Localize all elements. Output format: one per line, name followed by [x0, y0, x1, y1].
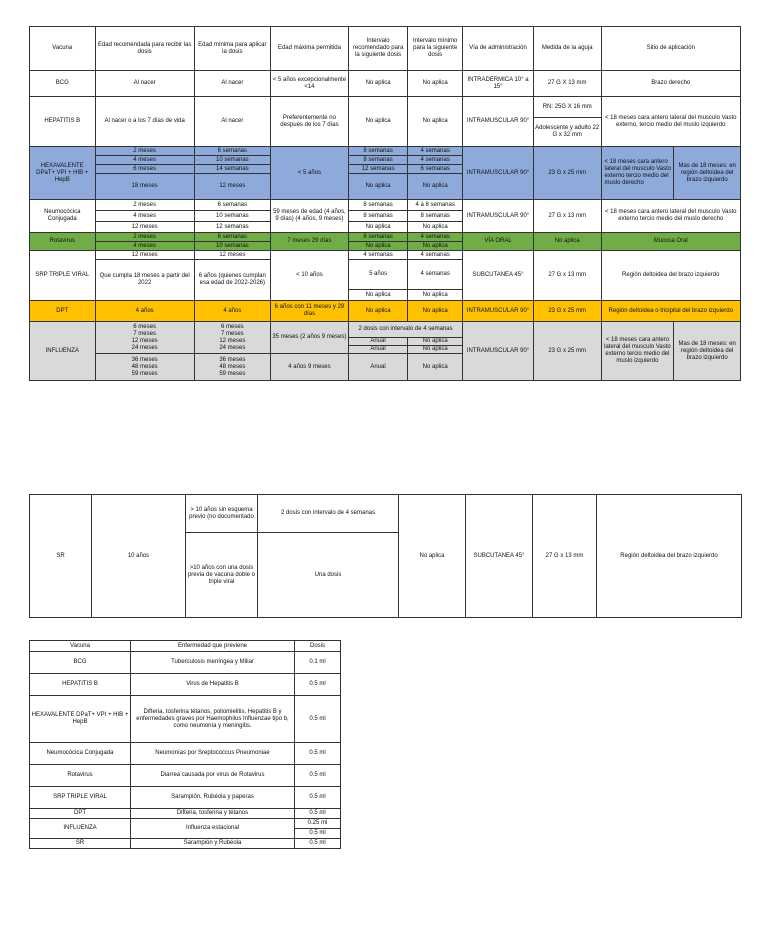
cell: Influenza estacional [131, 819, 295, 839]
cell: SRP TRIPLE VIRAL [30, 787, 131, 809]
row-hepb [30, 97, 741, 118]
cell: Anual [349, 354, 408, 381]
cell: 8 semanas [349, 211, 408, 222]
cell: 4 años [194, 301, 270, 322]
row-srp [30, 251, 741, 260]
cell: < 5 años excepcionalmente <14 [270, 71, 348, 97]
vaccine-name: HEXAVALENTE DPaT+ VPI + HIB + HepB [30, 147, 96, 200]
cell: 10 semanas [194, 156, 270, 165]
cell: Diarrea causada por virus de Rotavirus [131, 765, 295, 787]
cell: DPT [30, 809, 131, 819]
cell: Difteria, tosferina y tétanos [131, 809, 295, 819]
cell: No aplica [349, 290, 408, 301]
cell: 12 meses [131, 337, 158, 344]
cell: Virus de Hepatitis B [131, 674, 295, 696]
cell: No aplica [408, 71, 463, 97]
cell: 4 años 9 meses [270, 354, 348, 381]
cell: 23 G x 25 mm [533, 147, 601, 200]
vaccine-name: DPT [30, 301, 96, 322]
cell: 18 meses [95, 174, 194, 200]
vaccine-name: Rotavirus [30, 233, 96, 251]
table-row [30, 696, 341, 743]
cell: Al nacer o a los 7 días de vida [95, 97, 194, 147]
cell: 59 meses [219, 370, 246, 377]
cell: SUBCUTANEA 45° [463, 251, 534, 301]
cell: 12 meses [194, 251, 270, 260]
row-hexa [30, 147, 741, 156]
cell: 0.1 ml [295, 652, 341, 674]
cell: Mas de 18 meses: en región deltoidea del brazo izquierdo [674, 147, 741, 200]
cell: 27 G x 13 mm [533, 251, 601, 301]
cell: Que cumpla 18 meses a partir del 2022 [95, 260, 194, 301]
cell: BCG [30, 652, 131, 674]
cell: < 18 meses cara antero lateral del musculo Vasto externo tercio medio del muslo derecho [601, 147, 674, 200]
cell: < 10 años [270, 251, 348, 301]
cell: 27 G x 13 mm [533, 495, 597, 618]
cell: Mas de 18 meses: en región deltoidea del brazo izquierdo [674, 322, 741, 381]
row-dpt [30, 301, 741, 322]
cell: 12 semanas [349, 165, 408, 174]
cell: Anual [349, 338, 408, 346]
disease-dose-table [29, 640, 341, 849]
cell: INTRAMUSCULAR 90° [463, 97, 534, 147]
cell: 7 meses [220, 330, 244, 337]
header-row [30, 641, 341, 652]
table-row [30, 765, 341, 787]
cell: 6 semanas [194, 200, 270, 211]
cell: INTRAMUSCULAR 90° [463, 322, 534, 381]
table-row [30, 819, 341, 829]
cell: No aplica [408, 222, 463, 233]
cell: Región deltoidea del brazo izquierdo [597, 495, 742, 618]
vaccine-name: SR [30, 495, 92, 618]
cell: Una dosis [258, 533, 399, 618]
cell: 6 meses [95, 165, 194, 174]
cell: 23 G x 25 mm [533, 322, 601, 381]
row-sr [30, 495, 742, 533]
cell: No aplica [408, 301, 463, 322]
cell: 27 G X 13 mm [533, 71, 601, 97]
cell: 2 meses [95, 147, 194, 156]
cell: Difteria, tosferina tétanos, poliomielitis, Hepatitis B y enfermedades graves por Haemophilus Influenzae tipo b, como neumonía y meningitis. [131, 696, 295, 743]
cell: 7 meses [133, 330, 156, 337]
cell: HEXAVALENTE DPaT+ VPI + HIB + HepB [30, 696, 131, 743]
cell: No aplica [349, 71, 408, 97]
cell: < 5 años [270, 147, 348, 200]
cell: >10 años con una dosis previa de vacuna doble o triple viral [186, 533, 258, 618]
cell: Sarampión y Rubéola [131, 839, 295, 849]
cell: 4 semanas [408, 147, 463, 156]
cell: 4 meses [95, 156, 194, 165]
cell: 24 meses [219, 344, 246, 351]
cell: No aplica [349, 97, 408, 147]
cell: 2 dosis con intervalo de 4 semanas [349, 322, 463, 338]
cell: > 10 años sin esquema previo (no documentado [186, 495, 258, 533]
col-header: Sitio de aplicación [601, 27, 741, 71]
cell: INTRAMUSCULAR 90° [463, 200, 534, 233]
col-header: Dosis [295, 641, 341, 652]
cell: SUBCUTANEA 45° [466, 495, 533, 618]
cell: 12 meses [95, 251, 194, 260]
cell: No aplica [408, 242, 463, 251]
sr-vaccine-table [29, 494, 742, 618]
cell: No aplica [408, 290, 463, 301]
cell: 59 meses [131, 370, 158, 377]
cell: 2 meses [95, 200, 194, 211]
cell: < 18 meses cara antero lateral del musculo Vasto externo, tercio medio del muslo izquierdo [601, 97, 741, 147]
cell: 4 años [95, 301, 194, 322]
table-row [30, 674, 341, 696]
vaccine-name: BCG [30, 71, 96, 97]
cell: No aplica [533, 233, 601, 251]
cell: 7 meses 29 días [270, 233, 348, 251]
cell: No aplica [349, 222, 408, 233]
cell: 48 meses [219, 363, 246, 370]
col-header: Edad máxima permitida [270, 27, 348, 71]
cell: 6 años con 11 meses y 29 días [270, 301, 348, 322]
cell: 36 meses [219, 356, 246, 363]
cell: 0.5 ml [295, 787, 341, 809]
vaccine-name: SRP TRIPLE VIRAL [30, 251, 96, 301]
cell: 8 semanas [349, 156, 408, 165]
cell: RN: 25G X 16 mm [533, 97, 601, 118]
cell: 4 a 8 semanas [408, 200, 463, 211]
cell: 24 meses [131, 344, 158, 351]
cell: 48 meses [131, 363, 158, 370]
col-header: Vacuna [30, 641, 131, 652]
cell: INTRADERMICA 10° a 15° [463, 71, 534, 97]
cell: 4 semanas [408, 156, 463, 165]
cell: < 18 meses cara antero lateral del musculo Vasto externo tercio medio del muslo izquierdo [601, 322, 674, 381]
vaccination-schedule-table [29, 26, 741, 381]
cell: 0.5 ml [295, 674, 341, 696]
cell: 4 semanas [408, 251, 463, 260]
cell: Región deltoidea o tricipital del brazo izquierdo [601, 301, 741, 322]
cell: No aplica [408, 97, 463, 147]
cell: 12 meses [219, 337, 246, 344]
cell: No aplica [349, 242, 408, 251]
col-header: Edad recomendada para recibir las dosis [95, 27, 194, 71]
cell: 0.5 ml [295, 765, 341, 787]
cell: 0.5 ml [295, 743, 341, 765]
cell: 59 meses de edad (4 años, 9 días) (4 años, 9 meses) [270, 200, 348, 233]
cell: Tuberculosis meníngea y Miliar [131, 652, 295, 674]
cell: Rotavirus [30, 765, 131, 787]
cell: Al nacer [95, 71, 194, 97]
vaccine-name: INFLUENZA [30, 322, 96, 381]
cell: 12 meses [95, 222, 194, 233]
cell: No aplica [349, 301, 408, 322]
row-rota [30, 233, 741, 242]
cell: Región deltoidea del brazo izquierdo [601, 251, 741, 301]
cell: 8 semanas [408, 211, 463, 222]
col-header: Vía de administración [463, 27, 534, 71]
cell: 0.5 ml [295, 839, 341, 849]
cell: 4 semanas [408, 233, 463, 242]
cell: 27 G x 13 mm [533, 200, 601, 233]
col-header: Intervalo recomendado para la siguiente dosis [349, 27, 408, 71]
cell: 4 meses [95, 242, 194, 251]
cell: No aplica [399, 495, 466, 618]
cell: 10 semanas [194, 242, 270, 251]
cell: 0.5 ml [295, 809, 341, 819]
cell: 6 semanas [408, 165, 463, 174]
cell: INTRAMUSCULAR 90° [463, 147, 534, 200]
table-row [30, 743, 341, 765]
cell: 6 meses [220, 323, 244, 330]
cell: 0.5 ml [295, 829, 341, 839]
col-header: Enfermedad que previene [131, 641, 295, 652]
cell: SR [30, 839, 131, 849]
cell: VÍA ORAL [463, 233, 534, 251]
cell: Neumonías por Sreptococcus Pneumoniae [131, 743, 295, 765]
cell: 23 G x 25 mm [533, 301, 601, 322]
cell: INTRAMUSCULAR 90° [463, 301, 534, 322]
row-neumo [30, 200, 741, 211]
row-influenza [30, 322, 741, 330]
cell: 6 meses [133, 323, 156, 330]
table-row [30, 787, 341, 809]
cell: 8 semanas [349, 233, 408, 242]
cell: No aplica [408, 174, 463, 200]
cell: No aplica [408, 338, 463, 346]
cell: 2 dosis con intervalo de 4 semanas [258, 495, 399, 533]
col-header: Medida de la aguja [533, 27, 601, 71]
cell: 4 semanas [408, 260, 463, 290]
cell: Mucosa Oral [601, 233, 741, 251]
col-header: Intervalo mínimo para la siguiente dosis [408, 27, 463, 71]
cell: HEPATITIS B [30, 674, 131, 696]
cell: 0.5 ml [295, 696, 341, 743]
cell: Al nacer [194, 71, 270, 97]
cell: Preferentemente no después de los 7 días [270, 97, 348, 147]
cell: 36 meses [131, 356, 158, 363]
col-header: Edad mínima para aplicar la dosis [194, 27, 270, 71]
table-row [30, 652, 341, 674]
cell: 10 semanas [194, 211, 270, 222]
cell: < 18 meses cara antero lateral del musculo Vasto externo tercio medio del muslo derecho [601, 200, 741, 233]
cell: 14 semanas [194, 165, 270, 174]
vaccine-name: Neumocócica Conjugada [30, 200, 96, 233]
cell: INFLUENZA [30, 819, 131, 839]
cell: Anual [349, 346, 408, 354]
cell: 6 semanas [194, 147, 270, 156]
table-row [30, 839, 341, 849]
cell: No aplica [349, 174, 408, 200]
cell: No aplica [408, 346, 463, 354]
cell: 4 meses [95, 211, 194, 222]
cell: 8 semanas [349, 200, 408, 211]
cell: 2 meses [95, 233, 194, 242]
cell: 6 semanas [194, 233, 270, 242]
cell: No aplica [408, 354, 463, 381]
cell: Al nacer [194, 97, 270, 147]
cell: Neumocócica Conjugada [30, 743, 131, 765]
cell: 6 años (quienes cumplan esa edad de 2022-2026) [194, 260, 270, 301]
cell: 8 semanas [349, 147, 408, 156]
col-header: Vacuna [30, 27, 96, 71]
cell: 5 años [349, 260, 408, 290]
cell: 12 semanas [194, 222, 270, 233]
cell: Sarampión, Rubéola y paperas [131, 787, 295, 809]
cell: 35 meses (2 años 9 meses) [270, 322, 348, 354]
cell: 10 años [92, 495, 186, 618]
cell: Brazo derecho [601, 71, 741, 97]
vaccine-name: HEPATITIS B [30, 97, 96, 147]
header-row [30, 27, 741, 71]
cell: 12 meses [194, 174, 270, 200]
cell: 4 semanas [349, 251, 408, 260]
cell: Adolescente y adulto 22 G x 32 mm [533, 118, 601, 147]
cell: 0.25 ml [295, 819, 341, 829]
row-bcg [30, 71, 741, 97]
table-row [30, 809, 341, 819]
